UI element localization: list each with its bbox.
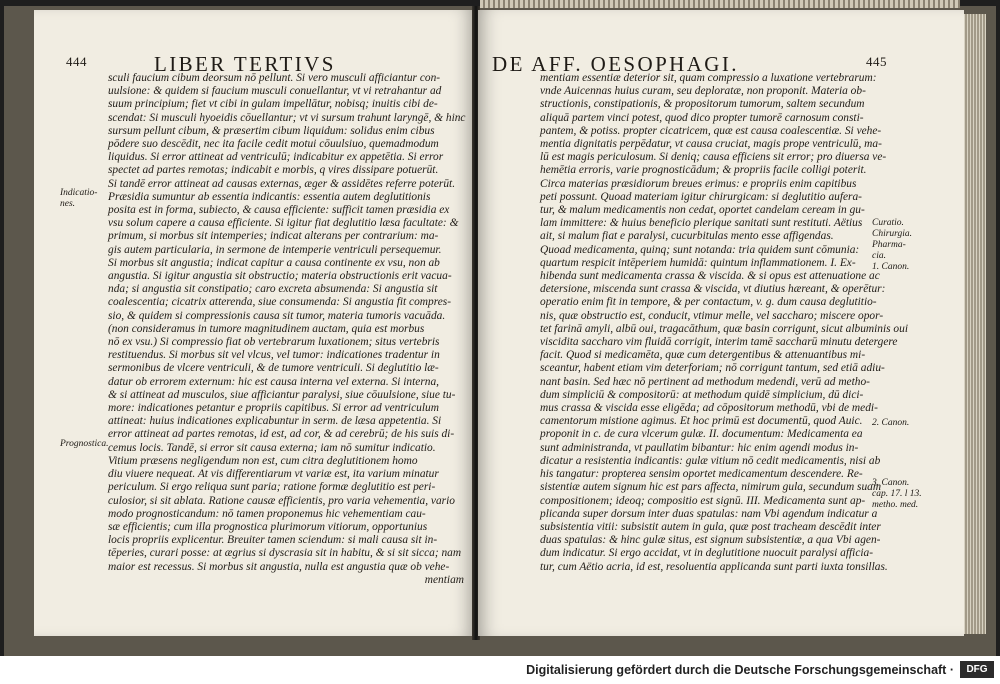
text-line: his tangatur: propterea sensim oportet medicamentum descendere. Re- [540,468,863,481]
text-line: nis, quæ obstructio est, conducit, vtimur melle, vel saccharo; miscere opor- [540,309,884,322]
text-line: uulsione: & quidem si faucium musculi conuellantur, vt vi retrahantur ad [108,85,442,98]
text-line: gis autem particularia, in sermone de intemperie ventriculi persequemur. [108,243,442,256]
text-line: scendat: Si musculi hyoeidis cōuellantur; vt vi sursum trahunt laryngē, & hinc [108,111,466,124]
text-line: nda; si angustia sit constipatio; caro excreta absumenda: Si angustia sit [108,283,438,296]
text-line: operatio enim fit in tempore, & per contactum, v. g. dum causa deglutitio- [540,296,877,309]
dfg-logo: DFG [960,661,994,678]
text-line: subsistentia vitii: subsistit autem in gula, quæ post tracheam descēdit inter [540,520,881,533]
text-line: tēperies, curari posse: at ægrius si dyscrasia sit in habitu, & si sit sicca; nam [108,547,462,560]
text-line: aliquā partem vinci potest, quod dico propter tumorē carnosum consti- [540,111,864,124]
text-line: spectet ad partes remotas; indicabit e morbis, q vires dissipare potuerūt. [108,164,439,177]
left-page [34,10,474,636]
text-line: sursum pellunt cibum, & præsertim cibum liquidum: solidus enim cibus [108,124,435,137]
text-line: sunt administranda, vt paullatim bibantur: hic enim agendi modus in- [540,441,859,454]
text-line: tur, & malum medicamentis non cedat, oportet candelam ceream in gu- [540,204,865,217]
text-line: sculi faucium cibum deorsum nō pellunt. Si vero musculi afficiantur con- [108,72,441,84]
text-line: compositionem; ideoq; compositio est signū. III. Medicamenta sunt ap- [540,494,866,507]
left-page-number: 444 [66,54,87,69]
text-line: Circa materias præsidiorum breues erimus: e propriis enim capitibus [540,177,857,190]
left-running-head: LIBER TERTIVS [154,52,336,76]
text-line: viscidita saccharo vim fluidā corrigit, interim tamē saccharū minutu detergere [540,336,898,349]
page-edge-right [964,14,986,634]
text-line: mentiam [424,573,464,586]
text-line: maior est recessus. Si morbus sit angustia, nulla est angustia quæ ob vehe- [108,560,450,573]
text-line: Si tandē error attineat ad causas externas, æger & assidētes referre poterūt. [108,177,456,190]
text-line: locis propriis explicentur. Breuiter tamen sciendum: si mali causa sit in- [108,534,438,547]
text-line: proponit in c. de cura vlcerum gulæ. II. documentum: Medicamenta ea [540,428,863,441]
text-line: sæ efficientis; cum illa prognostica plurimorum vitiorum, opportunius [108,520,428,533]
text-line: Si morbus sit angustia; indicat capitur a causa continente ex vsu, non ab [108,256,440,269]
text-line: attineat: huius indicationes explicabuntur in serm. de læsa appetentia. Si [108,415,442,428]
text-line: posita est in forma, subiecto, & causa efficiente: sufficit tamen præsidia ex [108,204,450,217]
text-line: nō ex vsu.) Si compressio fiat ob vertebrarum luxationem; situs vertebris [108,336,440,349]
text-line: modo prognosticandum: nō tamen proponemus hic vehementiam cau- [108,507,426,520]
text-line: Vitium præsens negligendum non est, cum citra deglutitionem homo [108,454,418,467]
text-line: culosior, si sit ablata. Ratione causæ efficientis, pro varia vehementia, vario [108,494,455,507]
marginal-note: Curatio. Chirurgia. [872,218,913,239]
text-line: peti possunt. Quoad materiam igitur chirurgicam: si deglutitio aufera- [540,190,862,203]
text-line: pōdere suo descēdit, nec ita facile cedit motui cōuulsiuo, quemadmodum [108,138,439,151]
text-line: vsu solum capere a causa efficiente. Si igitur fiat deglutitio læsa facultate: & [108,217,459,230]
left-text-column [108,72,464,587]
text-line: mentiam essentiæ deterior sit, quam compressio a luxatione vertebrarum: [540,72,877,84]
text-line: suum principium; fiet vt cibi in gulam impellātur, nobisq; inuitis cibi de- [108,98,438,111]
text-line: mentia dignitatis perpēdatur, vt causa cruciat, magis prope ventriculū, ma- [540,138,882,151]
text-line: mus crassa & viscida esse eligēda; ad cōpositorum methodū, vbi de medi- [540,402,878,415]
text-line: camentorum mistione agimus. Et hoc primū est documentū, quod Auic. [540,415,863,428]
footer-bar [0,656,1000,684]
marginal-note: 2. Canon. [872,418,910,428]
text-line: more: indicationes petantur e propriis capitibus. Si error ad ventriculum [108,402,439,415]
text-line: detersione, miscenda sunt crassa & viscida, vt diutius hæreant, & operētur: [540,283,886,296]
marginal-note: 3. Canon. cap. 17. l 13. metho. med. [872,478,922,510]
text-line: Quoad medicamenta, quinq; sunt notanda: tria quidem sunt cōmunia: [540,243,860,256]
text-line: structionis, constipationis, & propositorum tumorum, saltem secundum [540,98,865,111]
text-line: (non consideramus in tumore magnitudinem auctam, quia est morbus [108,322,425,335]
text-line: datur ob errorem externum: hic est causa interna vel externa. Si interna, [108,375,439,388]
text-line: diu viuere nequeat. At vis differentiarum vt variæ est, ita varium minatur [108,468,439,481]
text-line: vnde Auicennas huius curam, seu deploratæ, non proponit. Materia ob- [540,85,866,98]
text-line: Præsidia sumuntur ab essentia indicantis: essentia autem deglutitionis [108,190,431,203]
text-line: duas spatulas: & hinc gulæ situs, est signum subsistentiæ, a qua Vbi agen- [540,534,881,547]
text-line: dicatur a resistentia indicantis: gulæ vitium nō cedit medicamentis, nisi ab [540,454,881,467]
text-line: plicanda super dorsum inter duas spatulas: nam Vbi agendum indicatur a [540,507,878,520]
text-line: & si attineat ad musculos, siue afficiantur paralysi, siue cōuulsione, siue tu- [108,388,456,401]
text-line: primum, si morbus sit intemperies; indicat alterans per contrarium: ma- [108,230,439,243]
right-page-number: 445 [866,54,887,69]
text-line: lū est magis periculosum. Si deniq; causa efficiens sit error; pro diuersa ve- [540,151,887,164]
text-line: lam immittere: & huius beneficio plerique sanitati sunt restituti. Aëtius [540,217,863,230]
marginal-note: Indicatio- nes. [60,188,98,209]
text-line: nant basin. Sed hæc nō pertinent ad methodum medendi, verū ad metho- [540,375,870,388]
text-line: liquidus. Si error attineat ad ventriculū; indicabitur ex appetētia. Si error [108,151,444,164]
text-line: tur, cum Aëtio acria, id est, resoluentia applicanda sunt parti iuxta tonsillas. [540,560,888,573]
marginal-note: Prognostica. [60,439,109,449]
text-line: sistentiæ autem signum hic est pars affecta, nimirum gula, secundum suam [540,481,882,494]
text-line: coalescentia; cicatrix atterenda, siue consumenda: Si angustia fit compres- [108,296,452,309]
text-line: dum simpliciū & compositorū: at methodum quidē simplicium, dū dici- [540,388,864,401]
text-line: hemētia erroris, varie prognosticādum; & propriis facile colligi poterit. [540,164,867,177]
text-line: sceantur, habent etiam vim deterforiam; nō corrigunt tantum, sed etiā adiu- [540,362,885,375]
right-running-head: DE AFF. OESOPHAGI. [492,52,739,76]
text-line: cemus locis. Tandē, si error sit causa externa; iam nō sumitur indicatio. [108,441,436,454]
text-line: ait, si malum fiat e paralysi, cucurbitulas mento esse affigendas. [540,230,834,243]
text-line: angustia. Si igitur angustia sit obstructio; materia obstructionis erit vacua- [108,270,452,283]
text-line: quartum respicit intēperiem humidā: quintum inflammationem. I. Ex- [540,256,856,269]
funding-notice: Digitalisierung gefördert durch die Deutsche Forschungsgemeinschaft · [526,663,954,677]
text-line: error attineat ad partes remotas, id est, ad cor, & ad cerebrū; de his suis di- [108,428,455,441]
text-line: periculum. Si ergo reliqua sunt paria; ratione formæ deglutitio est peri- [108,481,436,494]
text-line: facit. Quod si medicamēta, quæ cum detergentibus & attenuantibus mi- [540,349,866,362]
text-line: sio, & quidem si compressionis causa sit tumor, materia tumoris vacuāda. [108,309,446,322]
text-line: sermonibus de vlcere ventriculi, & de tumore ventriculi. Si deglutitio læ- [108,362,439,375]
page-edge-top [480,0,960,8]
marginal-note: Pharma- cia. 1. Canon. [872,240,910,272]
text-line: restituendus. Si morbus sit vel vlcus, vel tumor: indicationes tradentur in [108,349,440,362]
right-page [478,10,964,636]
text-line: hibenda sunt medicamenta crassa & viscida. & si opus est attenuatione ac [540,270,880,283]
text-line: tet farinā amyli, albū oui, tragacāthum, quæ basin corrigunt, sicut albuminis oui [540,322,908,335]
text-line: dum indicatur. Si ergo accidat, vt in deglutitione nuocuit paralysi afficia- [540,547,874,560]
text-line: pantem, & potiss. propter cicatricem, quæ est causa coalescentiæ. Si vehe- [540,124,882,137]
